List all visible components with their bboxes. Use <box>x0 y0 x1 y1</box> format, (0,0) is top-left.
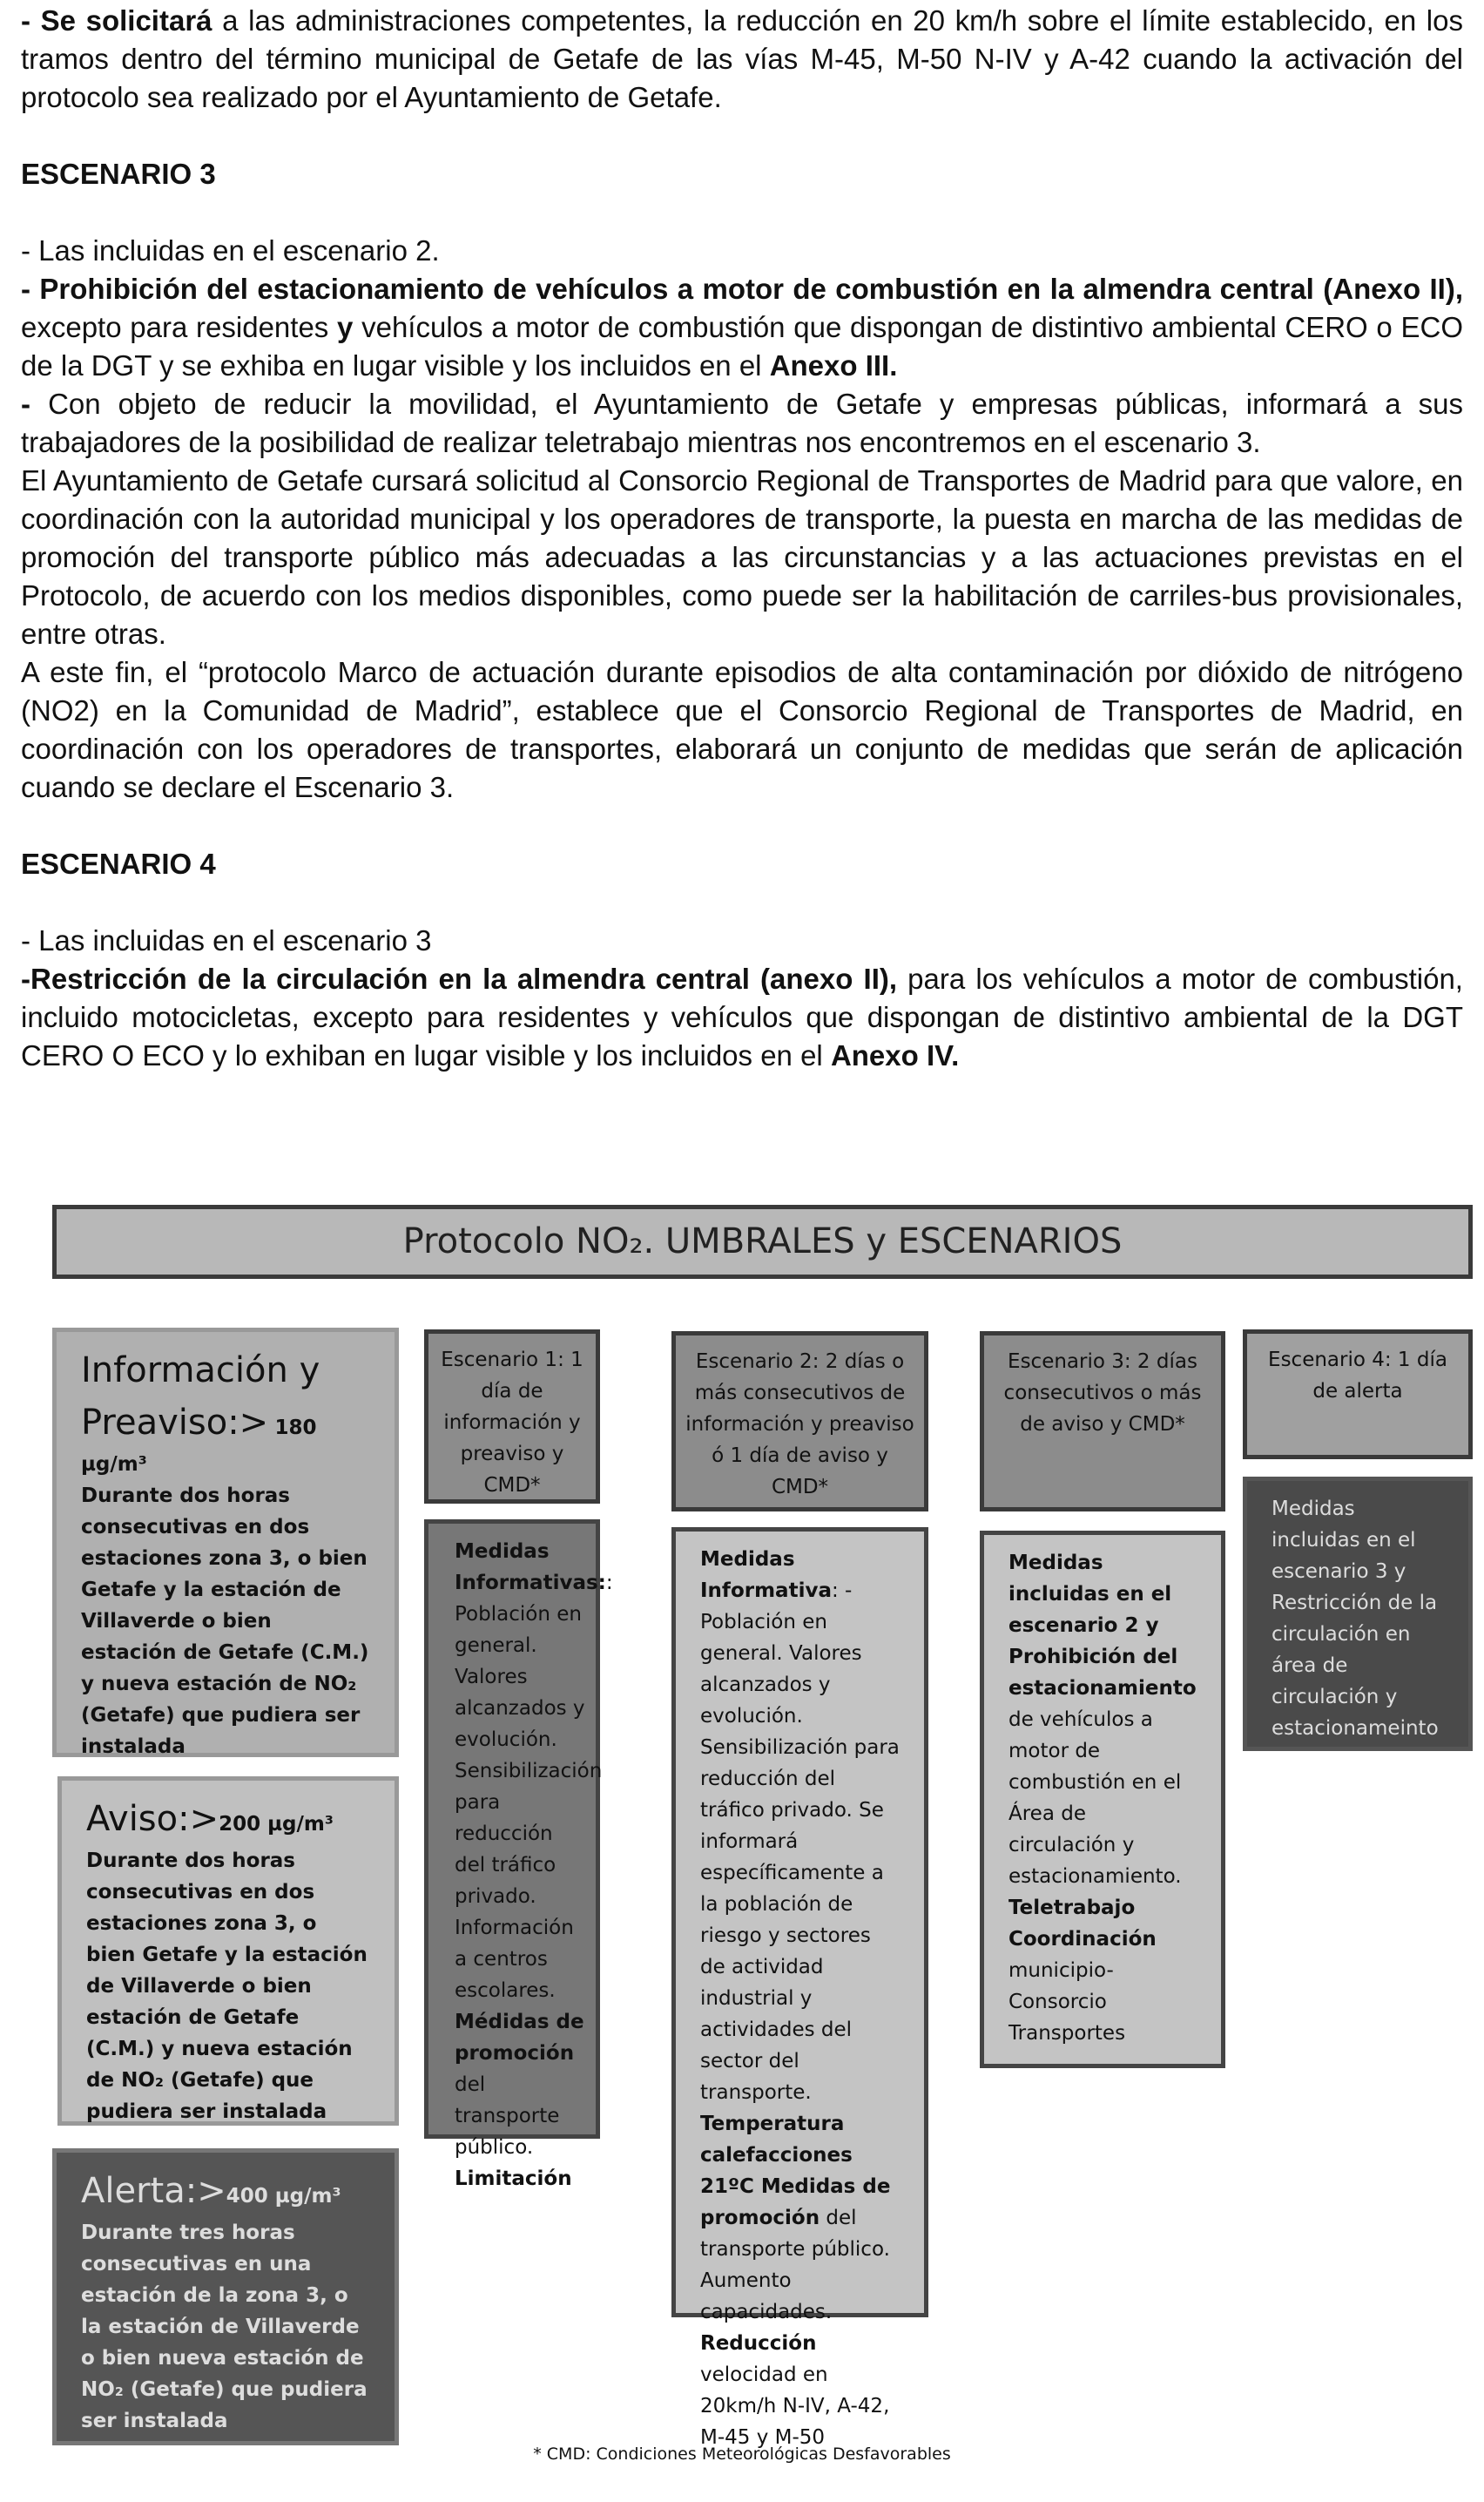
paragraph <box>21 232 1463 270</box>
text-segment: de vehículos a motor de combustión en el Área de circulación y estacionamiento. <box>1008 1708 1182 1888</box>
aviso-heading: Aviso:> <box>86 1799 219 1839</box>
paragraph <box>21 270 1463 385</box>
paragraph-gap <box>21 117 1463 155</box>
alerta-text: Durante tres horas consecutivas en una estación de la zona 3, o la estación de Villaverde o bien nueva estación de NO₂ (Getafe) que pudiera ser instalada <box>81 2221 368 2432</box>
scenario-2-header: Escenario 2: 2 días o más consecutivos de información y preaviso ó 1 día de aviso y CMD* <box>671 1331 928 1511</box>
paragraph <box>21 653 1463 807</box>
text-segment: Medidas incluidas en el escenario 2 y Prohibición del estacionamiento <box>1008 1552 1197 1700</box>
text-segment: Anexo III. <box>769 349 898 382</box>
paragraph <box>21 845 1463 883</box>
text-segment: - Las incluidas en el escenario 3 <box>21 924 432 957</box>
text-segment: - <box>21 388 30 420</box>
footnote: * CMD: Condiciones Meteorológicas Desfavorables <box>533 2445 951 2464</box>
text-segment: - Se solicitará <box>21 4 212 37</box>
text-segment: municipio-Consorcio Transportes <box>1008 1959 1126 2045</box>
paragraph <box>21 960 1463 1075</box>
text-segment: del transporte público. Aumento capacidades. <box>700 2207 890 2323</box>
scenario-1-header: Escenario 1: 1 día de información y preaviso y CMD* <box>424 1329 600 1504</box>
text-segment: - Las incluidas en el escenario 2. <box>21 234 440 267</box>
threshold-alerta-box <box>52 2148 399 2445</box>
document-text <box>21 2 1463 1075</box>
text-segment: Reducción <box>700 2332 817 2355</box>
info-heading: Información y Preaviso:> <box>81 1350 320 1443</box>
text-segment: a las administraciones competentes, la reducción en 20 km/h sobre el límite establecido, en los tramos dentro del término municipal de Getafe de las vías M-45, M-50 N-IV y A-42 cuando la activación del protocolo sea realizado por el Ayuntamiento de Getafe. <box>21 4 1463 113</box>
scenario-4-header: Escenario 4: 1 día de alerta <box>1243 1329 1473 1459</box>
text-segment: : - Población en general. Valores alcanzados y evolución. Sensibilización para reducción del tráfico privado. Se informará específicamente a la población de riesgo y sectores de actividad industrial y actividades del sector del transporte. <box>700 1579 900 2104</box>
info-value: 180 µg/m³ <box>81 1417 317 1476</box>
text-segment: velocidad en 20km/h N-IV, A-42, M-45 y M-50 <box>700 2363 890 2449</box>
aviso-text: Durante dos horas consecutivas en dos estaciones zona 3, o bien Getafe y la estación de Villaverde o bien estación de Getafe (C.M.) y nueva estación de NO₂ (Getafe) que pudiera ser instalada <box>86 1849 368 2123</box>
scenario-4-measures <box>1243 1477 1473 1751</box>
diagram-title: Protocolo NO₂. UMBRALES y ESCENARIOS <box>52 1205 1473 1279</box>
scenario-3-header: Escenario 3: 2 días consecutivos o más de aviso y CMD* <box>980 1331 1225 1511</box>
text-segment: ESCENARIO 3 <box>21 158 216 190</box>
alerta-heading: Alerta:> <box>81 2171 226 2211</box>
text-segment: para los vehículos a motor de combustión, incluido motocicletas, excepto para residentes y vehículos que dispongan de distintivo ambiental de la DGT CERO O ECO y lo exhiban en lugar visible y los incluidos en el <box>21 963 1463 1072</box>
text-segment: vehículos a motor de combustión que dispongan de distintivo ambiental CERO o ECO de la DGT y se exhiba en lugar visible y los incluidos en el <box>21 311 1463 382</box>
text-segment: del transporte público. <box>455 2073 560 2159</box>
text-segment: Anexo IV. <box>830 1039 960 1072</box>
paragraph-gap <box>21 193 1463 232</box>
text-segment: - Prohibición del estacionamiento de vehículos a motor de combustión en la almendra central (Anexo II), <box>21 273 1463 305</box>
info-text: Durante dos horas consecutivas en dos estaciones zona 3, o bien Getafe y la estación de Villaverde o bien estación de Getafe (C.M.) y nueva estación de NO₂ (Getafe) que pudiera ser instalada <box>81 1484 369 1758</box>
scenario-3-measures <box>980 1531 1225 2068</box>
text-segment: A este fin, el “protocolo Marco de actuación durante episodios de alta contaminación por dióxido de nitrógeno (NO2) en la Comunidad de Madrid”, establece que el Consorcio Regional de Transportes de Madrid, en coordinación con los operadores de transportes, elaborará un conjunto de medidas que serán de aplicación cuando se declare el Escenario 3. <box>21 656 1463 803</box>
aviso-value: 200 µg/m³ <box>219 1813 334 1836</box>
threshold-info-box <box>52 1328 399 1757</box>
text-segment: El Ayuntamiento de Getafe cursará solicitud al Consorcio Regional de Transportes de Madrid para que valore, en coordinación con la autoridad municipal y los operadores de transporte, la puesta en marcha de las medidas de promoción del transporte público más adecuadas a las circunstancias y a las actuaciones previstas en el Protocolo, de acuerdo con los medios disponibles, como puede ser la habilitación de carriles-bus provisionales, entre otras. <box>21 464 1463 650</box>
paragraph <box>21 2 1463 117</box>
paragraph <box>21 922 1463 960</box>
paragraph-gap <box>21 807 1463 845</box>
text-segment: : Población en general. Valores alcanzados y evolución. Sensibilización para reducción del tráfico privado. Información a centros escolares. <box>455 1572 613 2002</box>
paragraph <box>21 462 1463 653</box>
text-segment: excepto para residentes <box>21 311 338 343</box>
text-segment: -Restricción de la circulación en la almendra central (anexo II), <box>21 963 898 995</box>
paragraph <box>21 385 1463 462</box>
text-segment: ESCENARIO 4 <box>21 848 216 880</box>
scenario-2-measures <box>671 1527 928 2449</box>
text-segment: Limitación <box>455 2167 572 2190</box>
text-segment: Medidas incluidas en el escenario 3 y Restricción de la circulación en área de circulación y estacionameinto <box>1272 1498 1439 1740</box>
paragraph <box>21 155 1463 193</box>
text-segment: Medidas Informativa <box>700 1548 832 1602</box>
threshold-aviso-box <box>57 1776 399 2126</box>
paragraph-gap <box>21 883 1463 922</box>
text-segment: Teletrabajo Coordinación <box>1008 1897 1157 1951</box>
text-segment: Medidas Informativas: <box>455 1540 606 1594</box>
text-segment: Médidas de promoción <box>455 2011 584 2065</box>
alerta-value: 400 µg/m³ <box>226 2185 341 2208</box>
scenario-1-measures <box>424 1519 613 2190</box>
text-segment: Temperatura calefacciones 21ºC Medidas de promoción <box>700 2113 891 2229</box>
text-segment: Con objeto de reducir la movilidad, el Ayuntamiento de Getafe y empresas públicas, informará a sus trabajadores de la posibilidad de realizar teletrabajo mientras nos encontremos en el escenario 3. <box>21 388 1463 458</box>
text-segment: y <box>337 311 354 343</box>
